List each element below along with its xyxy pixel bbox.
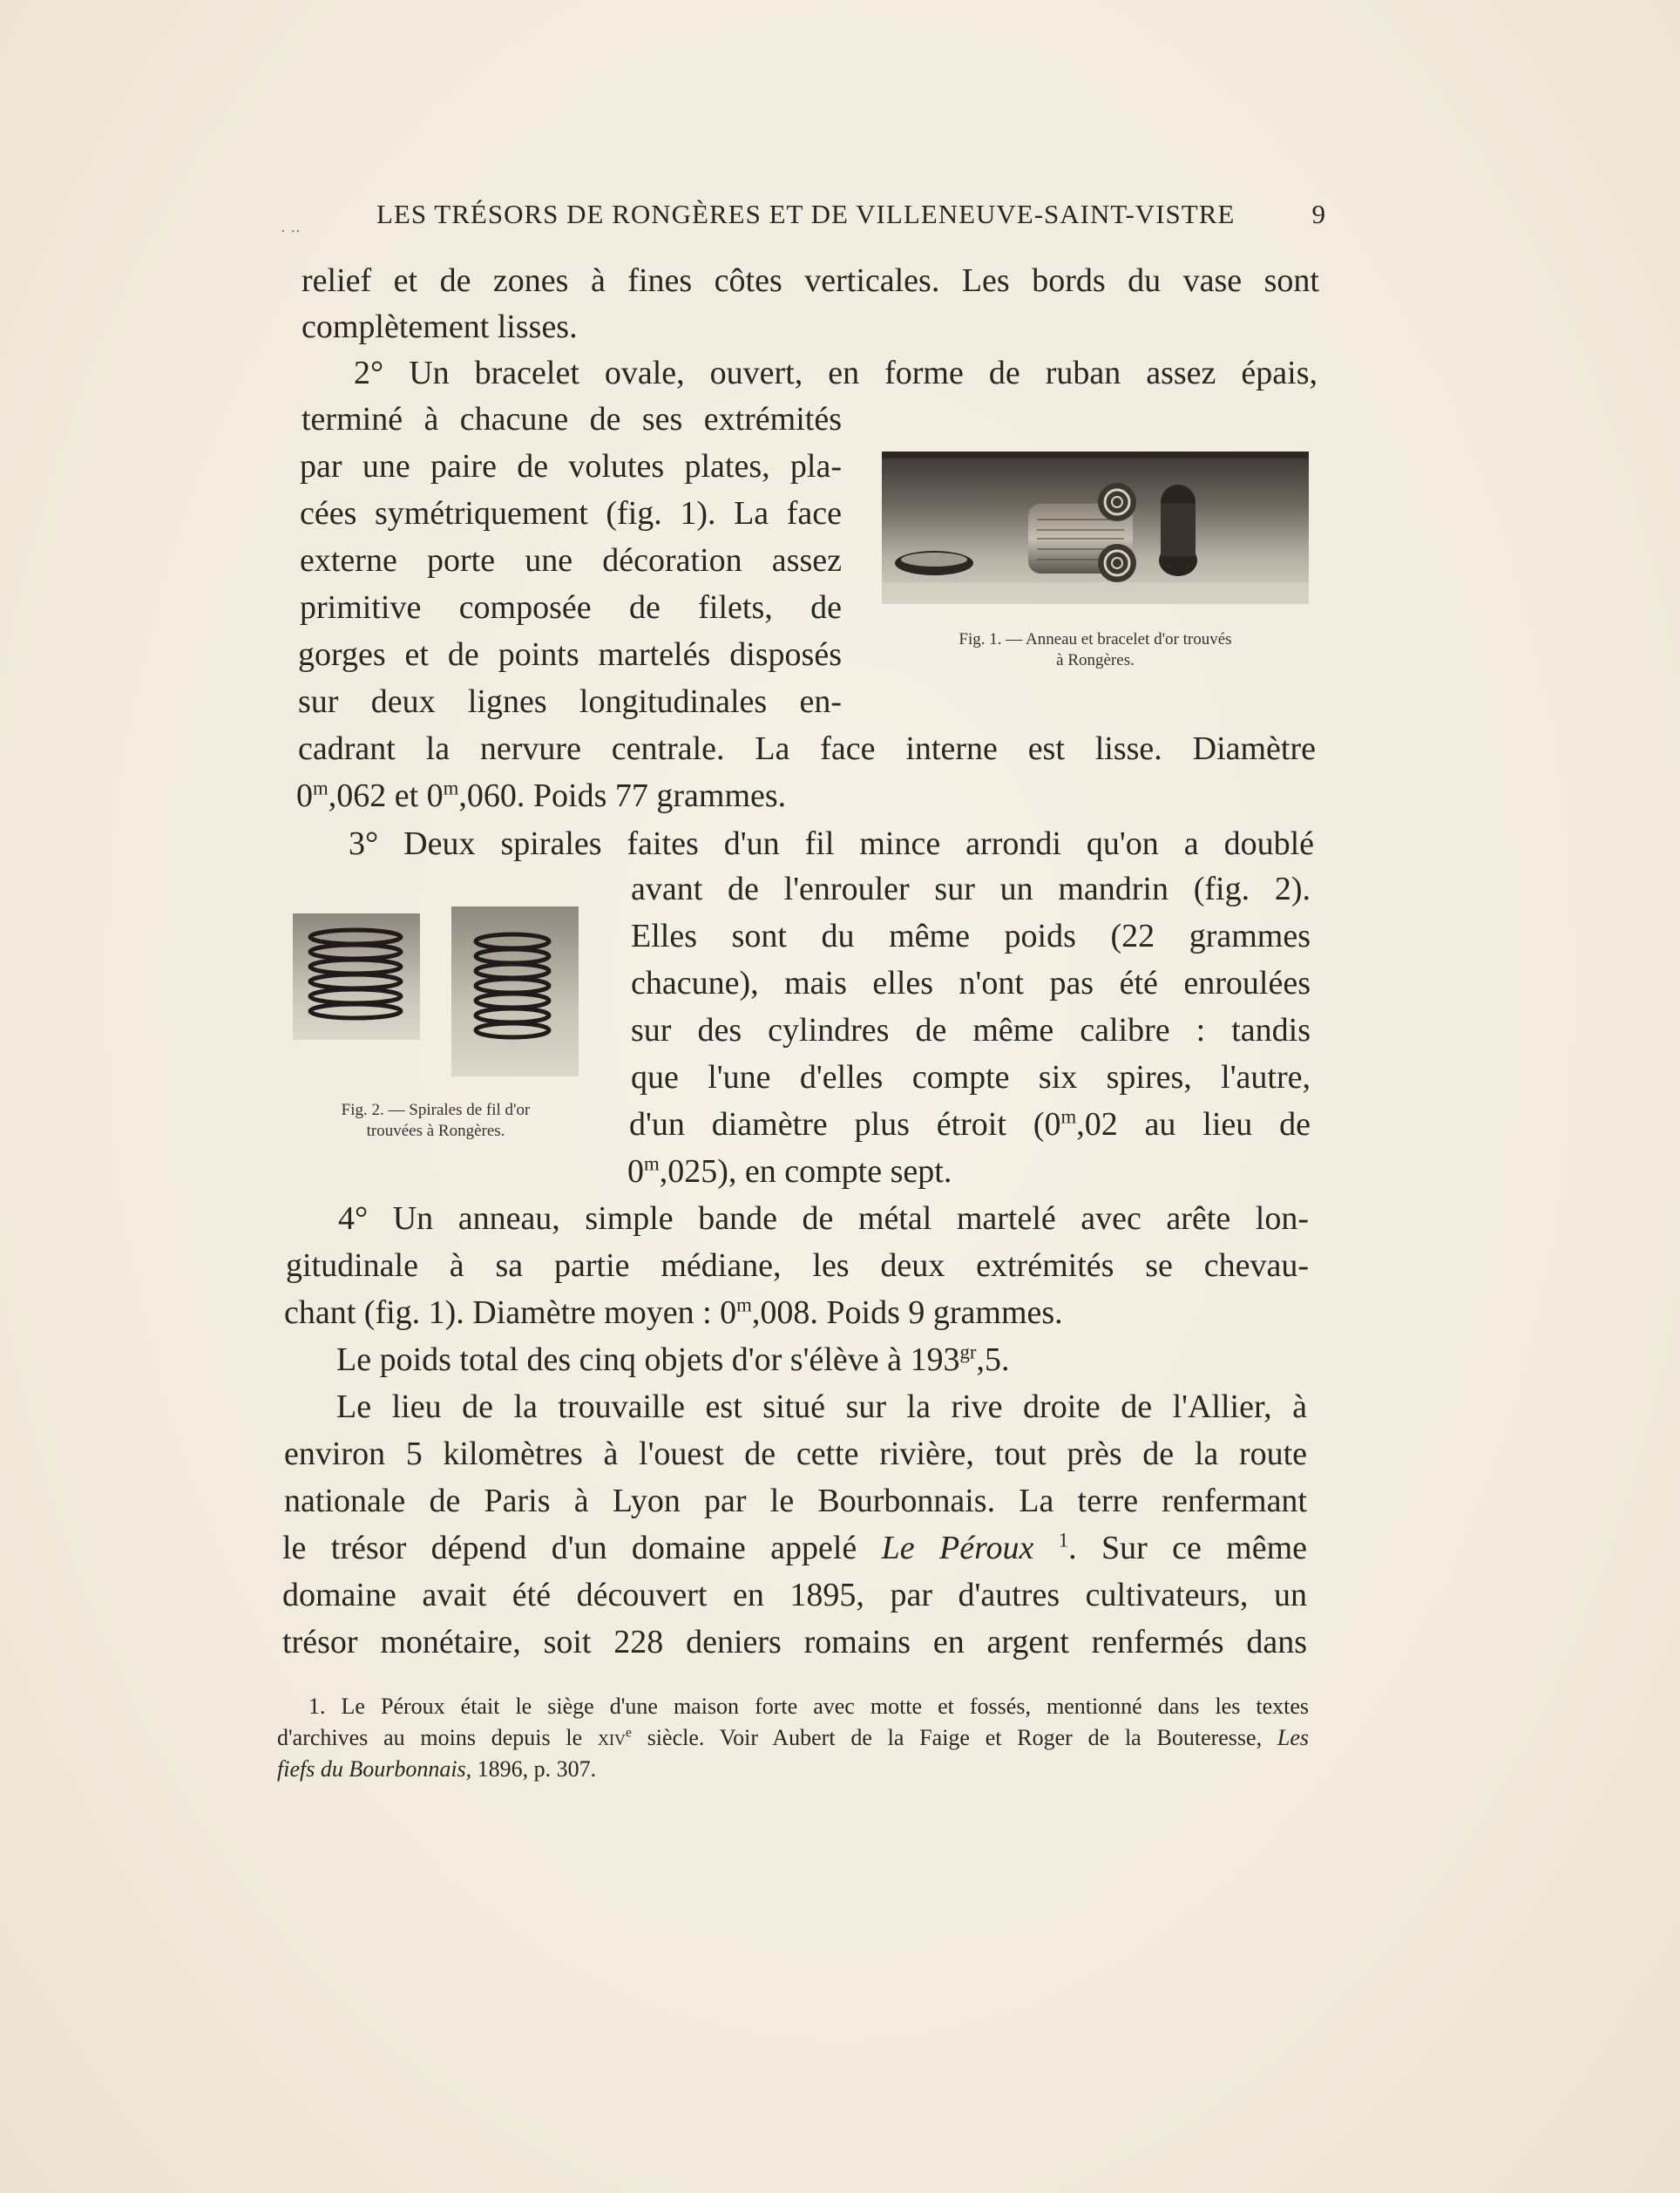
body-line: chacune), mais elles n'ont pas été enroulées <box>631 965 1311 1001</box>
body-line: relief et de zones à fines côtes verticales. Les bords du vase sont <box>301 262 1319 299</box>
footnote-line: 1. Le Péroux était le siège d'une maison forte avec motte et fossés, mentionné dans les textes <box>308 1694 1309 1719</box>
body-line: externe porte une décoration assez <box>300 542 842 579</box>
figure-2-caption-line1: Fig. 2. — Spirales de fil d'or <box>341 1101 531 1119</box>
body-line: d'un diamètre plus étroit (0$^m$,02 au lieu de <box>629 1105 1311 1143</box>
body-line: chant (fig. 1). Diamètre moyen : 0$^m$,008. Poids 9 grammes. <box>284 1293 1063 1331</box>
body-line: primitive composée de filets, de <box>300 589 842 626</box>
body-line: 3° Deux spirales faites d'un fil mince arrondi qu'on a doublé <box>349 825 1314 862</box>
body-line: trésor monétaire, soit 228 deniers romains en argent renfermés dans <box>282 1624 1307 1660</box>
body-line: par une paire de volutes plates, pla- <box>300 448 842 485</box>
body-line: 0$^m$,025), en compte sept. <box>627 1152 952 1190</box>
body-line: 0$^m$,062 et 0$^m$,060. Poids 77 grammes. <box>296 777 787 814</box>
body-line: 2° Un bracelet ovale, ouvert, en forme de ruban assez épais, <box>354 355 1318 391</box>
body-line: terminé à chacune de ses extrémités <box>301 401 842 438</box>
footnote-line: fiefs du Bourbonnais, 1896, p. 307. <box>277 1756 597 1782</box>
spirals-photo <box>293 906 579 1076</box>
ring-bracelet-photo <box>882 452 1309 604</box>
body-line: complètement lisses. <box>301 309 578 345</box>
scan-mark: . .. <box>281 218 301 236</box>
footnote <box>277 1691 1309 1785</box>
body-line: que l'une d'elles compte six spires, l'autre, <box>631 1059 1311 1096</box>
body-line: gitudinale à sa partie médiane, les deux extrémités se chevau- <box>286 1247 1309 1284</box>
body-line: le trésor dépend d'un domaine appelé Le Péroux $^1$. Sur ce même <box>282 1529 1308 1566</box>
figure-2-caption-line2: trouvées à Rongères. <box>366 1122 505 1140</box>
body-line: sur des cylindres de même calibre : tandis <box>631 1012 1311 1049</box>
body-line: cadrant la nervure centrale. La face interne est lisse. Diamètre <box>298 730 1316 767</box>
figure-2-photo <box>293 906 579 1076</box>
body-line: sur deux lignes longitudinales en- <box>298 683 842 720</box>
body-line: nationale de Paris à Lyon par le Bourbonnais. La terre renfermant <box>284 1483 1307 1519</box>
body-line: 4° Un anneau, simple bande de métal martelé avec arête lon- <box>338 1200 1309 1237</box>
running-title: LES TRÉSORS DE RONGÈRES ET DE VILLENEUVE-SAINT-VISTRE <box>376 199 1236 229</box>
body-line: Le lieu de la trouvaille est situé sur la rive droite de l'Allier, à <box>336 1388 1307 1425</box>
body-line: environ 5 kilomètres à l'ouest de cette rivière, tout près de la route <box>284 1436 1307 1472</box>
footnote-line: d'archives au moins depuis le xiv$^e$ siècle. Voir Aubert de la Faige et Roger de la Bouteresse, Les <box>277 1725 1309 1750</box>
page-number: 9 <box>1311 199 1326 229</box>
body-line: gorges et de points martelés disposés <box>298 636 842 673</box>
figure-1-photo <box>882 452 1309 604</box>
figure-1-caption-line2: à Rongères. <box>1056 651 1135 669</box>
figure-1-caption <box>882 629 1309 671</box>
figure-2-caption <box>293 1100 579 1142</box>
page-header <box>376 199 1326 237</box>
body-line: cées symétriquement (fig. 1). La face <box>300 495 842 532</box>
body-line: Le poids total des cinq objets d'or s'élève à $193^{gr},5$. <box>336 1341 1010 1378</box>
body-line: domaine avait été découvert en 1895, par d'autres cultivateurs, un <box>282 1577 1307 1613</box>
figure-1-caption-line1: Fig. 1. — Anneau et bracelet d'or trouvés <box>959 630 1232 648</box>
body-line: avant de l'enrouler sur un mandrin (fig. 2). <box>631 871 1311 907</box>
body-line: Elles sont du même poids (22 grammes <box>631 918 1311 954</box>
